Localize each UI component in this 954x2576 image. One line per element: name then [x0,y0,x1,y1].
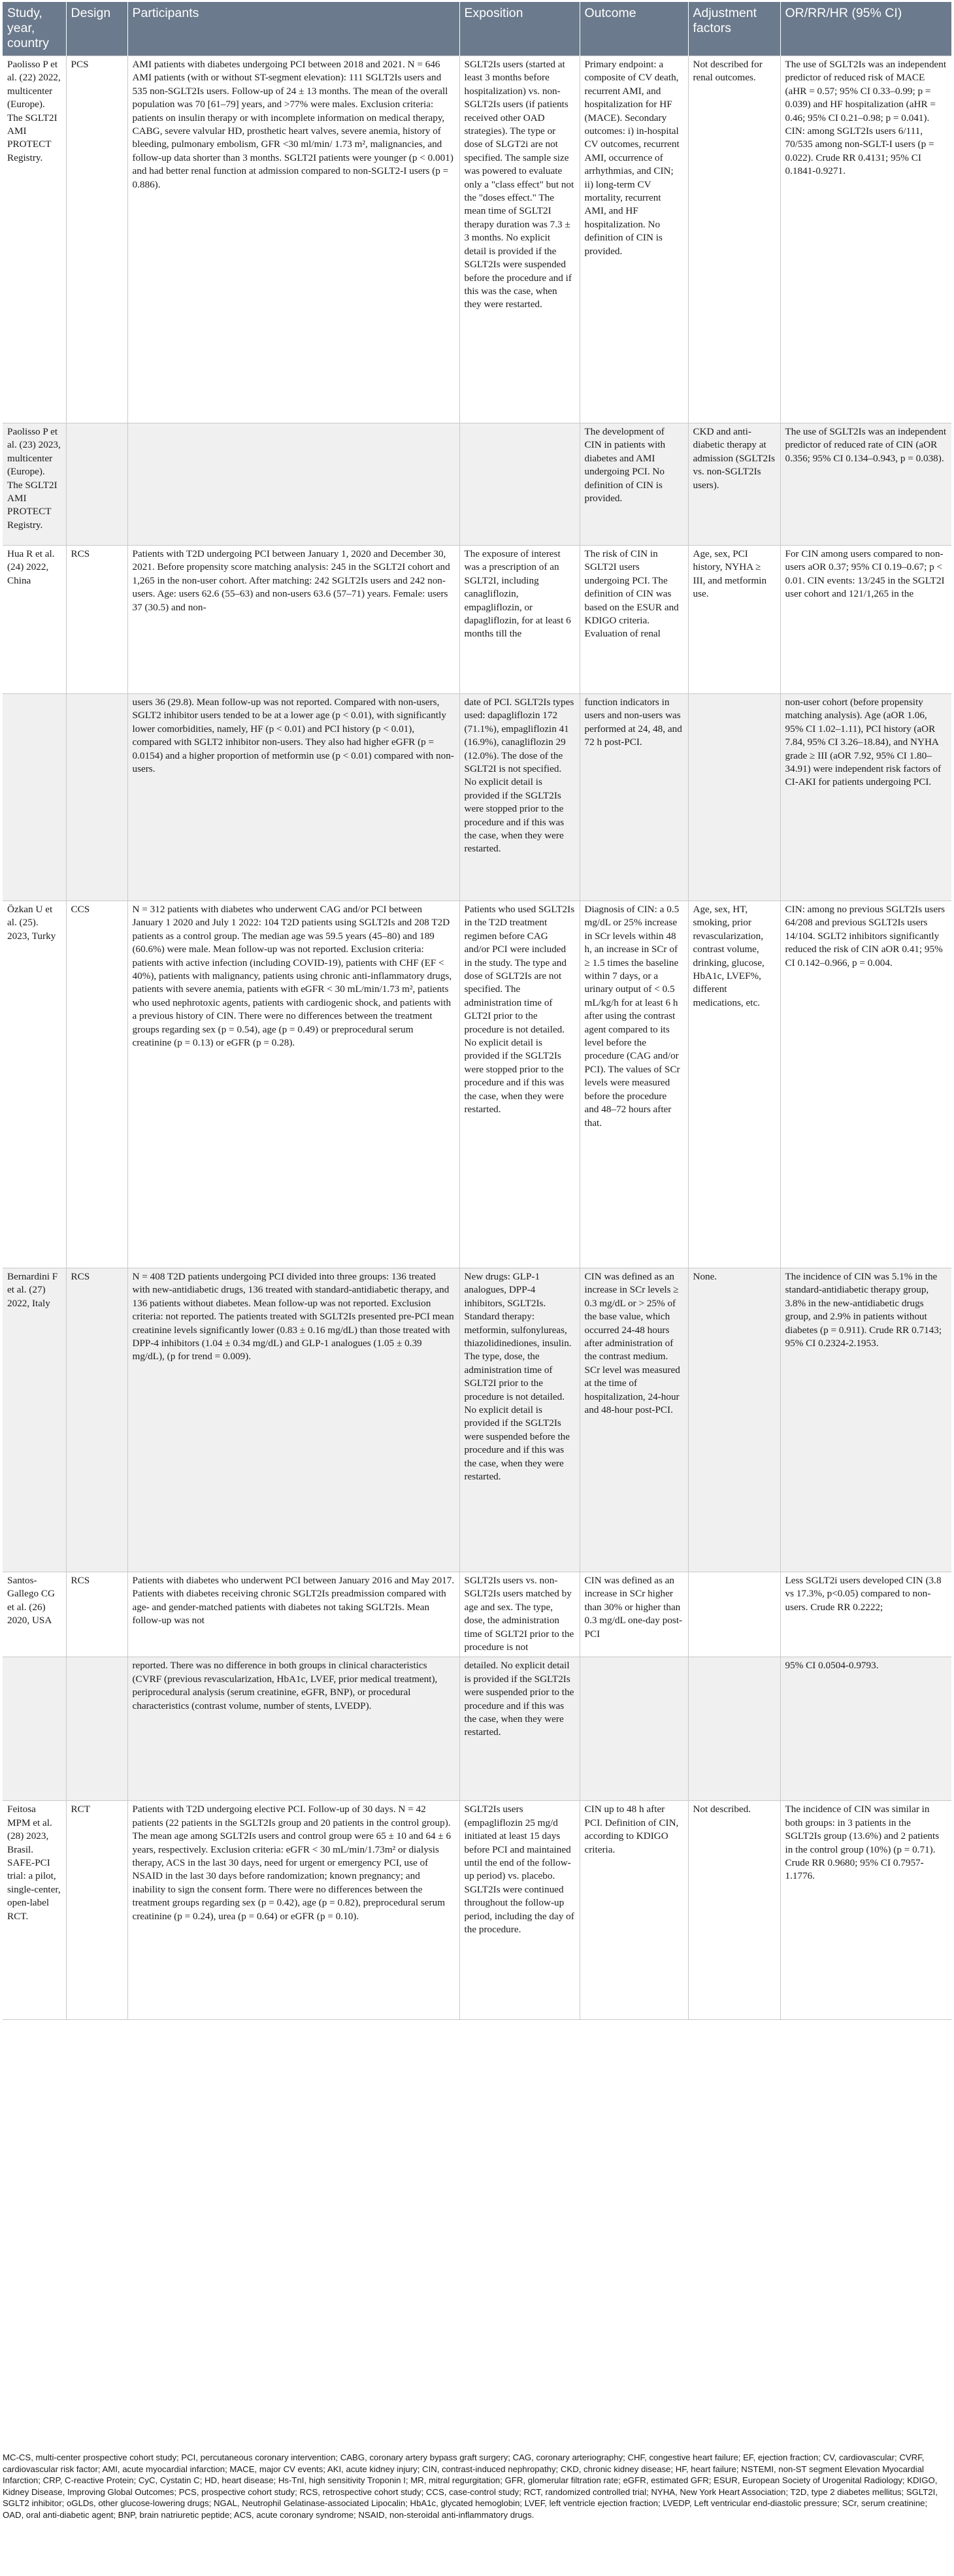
cell-design [66,694,127,901]
cell-outcome: CIN up to 48 h after PCI. Definition of CIN, according to KDIGO criteria. [580,1801,688,2020]
cell-study: Özkan U et al. (25). 2023, Turky [3,901,66,1268]
table-row [3,1572,951,1657]
header-outcome: Outcome [580,2,688,56]
cell-study: Bernardini F et al. (27) 2022, Italy [3,1268,66,1572]
header-adjustment: Adjustment factors [688,2,780,56]
header-design: Design [66,2,127,56]
table-body [3,56,951,2020]
cell-design: CCS [66,901,127,1268]
cell-exposition: SGLT2Is users vs. non-SGLT2Is users matched by age and sex. The type, dose, the administration time of SGLT2I prior to the procedure is not [459,1572,580,1657]
cell-outcome [580,1657,688,1801]
cell-design: RCS [66,1268,127,1572]
table-row [3,1801,951,2020]
cell-participants: Patients with T2D undergoing PCI between January 1, 2020 and December 30, 2021. Before propensity score matching analysis: 245 in the SGLT2I cohort and 1,265 in the non-user cohort. After matching: 242 SGLT2Is users and 242 non-users. Age: users 62.6 (55–63) and non-users 63.6 (57–71) years. Female: users 37 (30.5) and non- [127,546,459,694]
cell-exposition: detailed. No explicit detail is provided if the SGLT2Is were suspended prior to the procedure and if this was the case, when they were restarted. [459,1657,580,1801]
cell-exposition: SGLT2Is users (started at least 3 months before hospitalization) vs. non-SGLT2Is users (if patients received other OAD strategies). The type or dose of SLGT2i are not specified. The sample size was powered to evaluate only a "class effect" but not the "doses effect." The mean time of SGLT2I therapy duration was 7.3 ± 3 months. No explicit detail is provided if the SGLT2Is were suspended before the procedure and if this was the case, when they were restarted. [459,56,580,423]
cell-participants: reported. There was no difference in both groups in clinical characteristics (CVRF (previous revascularization, HbA1c, LVEF, prior medical treatment), periprocedural analysis (serum creatinine, eGFR, BNP), or procedural characteristics (contrast volume, number of stents, LVEDP). [127,1657,459,1801]
cell-adjustment: CKD and anti-diabetic therapy at admission (SGLT2Is vs. non-SGLT2Is users). [688,423,780,546]
evidence-table-container [3,2,951,2020]
cell-effect-size: CIN: among no previous SGLT2Is users 64/208 and previous SGLT2Is users 14/104. SGLT2 inhibitors significantly reduced the risk of CIN aOR 0.41; 95% CI 0.142–0.966, p = 0.004. [780,901,951,1268]
table-row [3,1268,951,1572]
cell-participants: users 36 (29.8). Mean follow-up was not reported. Compared with non-users, SGLT2 inhibitor users tended to be at a lower age (p < 0.01), with significantly lower comorbidities, namely, HF (p < 0.01) and PCI history (p < 0.01), compared with SGLT2 inhibitor non-users. They also had higher eGFR (p = 0.0154) and a higher proportion of metformin use (p < 0.01) compared with non-users. [127,694,459,901]
cell-outcome: The risk of CIN in SGLT2I users undergoing PCI. The definition of CIN was based on the ESUR and KDIGO criteria. Evaluation of renal [580,546,688,694]
cell-design [66,423,127,546]
table-row [3,56,951,423]
cell-participants: AMI patients with diabetes undergoing PCI between 2018 and 2021. N = 646 AMI patients (with or without ST-segment elevation): 111 SGLT2Is users and 535 non-SGLT2Is users. Follow-up of 24 ± 13 months. The mean of the overall population was 70 [61–79] years, and >77% were males. Exclusion criteria: patients on insulin therapy or with incomplete information on medical therapy, CABG, severe valvular HD, prosthetic heart valves, severe anemia, history of bleeding, pulmonary embolism, GFR <30 ml/min/ 1.73 m², malignancies, and follow-up data shorter than 3 months. SGLT2I patients were younger (p < 0.001) and had better renal function at admission compared to non-SGLT2-I users (p = 0.886). [127,56,459,423]
table-row [3,694,951,901]
cell-exposition: Patients who used SGLT2Is in the T2D treatment regimen before CAG and/or PCI were included in the study. The type and dose of SGLT2Is are not specified. The administration time of GLT2I prior to the procedure is not detailed. No explicit detail is provided if the SGLT2Is were stopped prior to the procedure and if this was the case, when they were restarted. [459,901,580,1268]
cell-outcome: CIN was defined as an increase in SCr higher than 30% or higher than 0.3 mg/dL one-day post-PCI [580,1572,688,1657]
cell-exposition: date of PCI. SGLT2Is types used: dapagliflozin 172 (71.1%), empagliflozin 41 (16.9%), canagliflozin 29 (12.0%). The dose of the SGLT2I is not specified. No explicit detail is provided if the SGLT2Is were stopped prior to the procedure and if this was the case, when they were restarted. [459,694,580,901]
cell-design: PCS [66,56,127,423]
cell-participants: N = 312 patients with diabetes who underwent CAG and/or PCI between January 1 2020 and July 1 2022: 104 T2D patients using SGLT2Is and 208 T2D patients as a control group. The median age was 59.5 years (45–80) and 189 (60.6%) were male. Mean follow-up was not reported. Exclusion criteria: patients with active infection (including COVID-19), patients with CHF (EF < 40%), patients with malignancy, patients using chronic anti-inflammatory drugs, patients with severe anemia, patients with eGFR < 30 mL/min/1.73 m², patients who used nephrotoxic agents, patients with cardiogenic shock, and patients with a previous history of CIN. There were no differences between the treatment groups regarding sex (p = 0.54), age (p = 0.49) or preprocedural serum creatinine (p = 0.13) or eGFR (p = 0.28). [127,901,459,1268]
cell-participants: Patients with diabetes who underwent PCI between January 2016 and May 2017. Patients with diabetes receiving chronic SGLT2Is preadmission compared with age- and gender-matched patients with diabetes not taking SGLT2Is. Mean follow-up was not [127,1572,459,1657]
cell-exposition [459,423,580,546]
cell-effect-size: 95% CI 0.0504-0.9793. [780,1657,951,1801]
cell-effect-size: The use of SGLT2Is was an independent predictor of reduced rate of CIN (aOR 0.356; 95% CI 0.134–0.943, p = 0.038). [780,423,951,546]
cell-outcome: CIN was defined as an increase in SCr levels ≥ 0.3 mg/dL or > 25% of the base value, which occurred 24-48 hours after administration of the contrast medium. SCr level was measured at the time of hospitalization, 24-hour and 48-hour post-PCI. [580,1268,688,1572]
cell-effect-size: non-user cohort (before propensity matching analysis). Age (aOR 1.06, 95% CI 1.02–1.11), PCI history (aOR 7.84, 95% CI 3.26–18.84), and NYHA grade ≥ III (aOR 7.92, 95% CI 1.80–34.91) were independent risk factors of CI-AKI for patients undergoing PCI. [780,694,951,901]
cell-adjustment: Age, sex, PCI history, NYHA ≥ III, and metformin use. [688,546,780,694]
cell-design: RCS [66,1572,127,1657]
header-study: Study, year, country [3,2,66,56]
cell-outcome: The development of CIN in patients with diabetes and AMI undergoing PCI. No definition of CIN is provided. [580,423,688,546]
table-row [3,423,951,546]
cell-effect-size: The incidence of CIN was similar in both groups: in 3 patients in the SGLT2Is group (13.6%) and 2 patients in the control group (10%) (p = 0.71). Crude RR 0.9680; 95% CI 0.7957-1.1776. [780,1801,951,2020]
cell-outcome: Diagnosis of CIN: a 0.5 mg/dL or 25% increase in SCr levels within 48 h, an increase in SCr of ≥ 1.5 times the baseline within 7 days, or a urinary output of < 0.5 mL/kg/h for at least 6 h after using the contrast agent compared to its level before the procedure (CAG and/or PCI). The values of SCr levels were measured before the procedure and 48–72 hours after that. [580,901,688,1268]
table-row [3,1657,951,1801]
header-exposition: Exposition [459,2,580,56]
cell-exposition: SGLT2Is users (empagliflozin 25 mg/d initiated at least 15 days before PCI and maintained until the end of the follow-up period) vs. placebo. SGLT2Is were continued throughout the follow-up period, including the day of the procedure. [459,1801,580,2020]
cell-outcome: function indicators in users and non-users was performed at 24, 48, and 72 h post-PCI. [580,694,688,901]
evidence-table [3,2,951,2020]
cell-effect-size: Less SGLT2i users developed CIN (3.8 vs 17.3%, p<0.05) compared to non-users. Crude RR 0.2222; [780,1572,951,1657]
cell-adjustment [688,694,780,901]
cell-study: Paolisso P et al. (22) 2022, multicenter (Europe). The SGLT2I AMI PROTECT Registry. [3,56,66,423]
cell-design: RCT [66,1801,127,2020]
cell-participants [127,423,459,546]
cell-exposition: The exposure of interest was a prescription of an SGLT2I, including canagliflozin, empagliflozin, or dapagliflozin, for at least 6 months till the [459,546,580,694]
cell-adjustment [688,1657,780,1801]
cell-outcome: Primary endpoint: a composite of CV death, recurrent AMI, and hospitalization for HF (MACE). Secondary outcomes: i) in-hospital CV outcomes, recurrent AMI, occurrence of arrhythmias, and CIN; ii) long-term CV mortality, recurrent AMI, and HF hospitalization. No definition of CIN is provided. [580,56,688,423]
cell-adjustment [688,1572,780,1657]
cell-adjustment: Age, sex, HT, smoking, prior revascularization, contrast volume, drinking, glucose, HbA1c, LVEF%, different medications, etc. [688,901,780,1268]
cell-adjustment: None. [688,1268,780,1572]
table-footnote: MC-CS, multi-center prospective cohort study; PCI, percutaneous coronary intervention; CABG, coronary artery bypass graft surgery; CAG, coronary arteriography; CHF, congestive heart failure; EF, ejection fraction; CV, cardiovascular; CVRF, cardiovascular risk factor; AMI, acute myocardial infarction; MACE, major CV events; AKI, acute kidney injury; CIN, contrast-induced nephropathy; CKD, chronic kidney disease; HF, heart failure; NSTEMI, non-ST segment Elevation Myocardial Infarction; CRP, C-reactive Protein; CyC, Cystatin C; HD, heart disease; Hs-TnI, high sensitivity Troponin I; MR, mitral regurgitation; GFR, glomerular filtration rate; eGFR, estimated GFR; ESUR, European Society of Urogenital Radiology; KDIGO, Kidney Disease, Improving Global Outcomes; PCS, prospective cohort study; RCS, retrospective cohort study; CCS, case-control study; RCT, randomized controlled trial; NYHA, New York Heart Association; T2D, type 2 diabetes mellitus; SGLT2I, SGLT2 inhibitor; oGLDs, other glucose-lowering drugs; NGAL, Neutrophil Gelatinase-associated Lipocalin; HbA1c, glycated hemoglobin; LVEF, left ventricle ejection fraction; LVEDP, Left ventricular end-diastolic pressure; SCr, serum creatinine; OAD, oral anti-diabetic agent; BNP, brain natriuretic peptide; ACS, acute coronary syndrome; NSAID, non-steroidal anti-inflammatory drugs. [3,2452,938,2520]
cell-effect-size: The use of SGLT2Is was an independent predictor of reduced risk of MACE (aHR = 0.57; 95% CI 0.33–0.99; p = 0.039) and HF hospitalization (aHR = 0.46; 95% CI 0.21–0.98; p = 0.041). CIN: among SGLT2Is users 6/111, 70/535 among non-SGLT-I users (p = 0.022). Crude RR 0.4131; 95% CI 0.1841-0.9271. [780,56,951,423]
table-header [3,2,951,56]
header-effect-size: OR/RR/HR (95% CI) [780,2,951,56]
cell-effect-size: For CIN among users compared to non-users aOR 0.37; 95% CI 0.19–0.67; p < 0.01. CIN events: 13/245 in the SGLT2I user cohort and 121/1,265 in the [780,546,951,694]
table-row [3,546,951,694]
cell-adjustment: Not described for renal outcomes. [688,56,780,423]
cell-exposition: New drugs: GLP-1 analogues, DPP-4 inhibitors, SGLT2Is. Standard therapy: metformin, sulfonylureas, thiazolidinediones, insulin. The type, dose, the administration time of SGLT2I prior to the procedure is not detailed. No explicit detail is provided if the SGLT2Is were suspended before the procedure and if this was the case, when they were restarted. [459,1268,580,1572]
cell-study [3,694,66,901]
cell-adjustment: Not described. [688,1801,780,2020]
cell-study: Feitosa MPM et al. (28) 2023, Brasil. SAFE-PCI trial: a pilot, single-center, open-label RCT. [3,1801,66,2020]
cell-design [66,1657,127,1801]
table-row [3,901,951,1268]
cell-participants: Patients with T2D undergoing elective PCI. Follow-up of 30 days. N = 42 patients (22 patients in the SGLT2Is group and 20 patients in the control group). The mean age among SGLT2Is users and control group were 65 ± 10 and 64 ± 6 years, respectively. Exclusion criteria: eGFR < 30 mL/min/1.73m² or dialysis therapy, ACS in the last 30 days, need for urgent or emergency PCI, use of NSAID in the last 30 days before randomization; known pregnancy; and inability to sign the consent form. There were no differences between the treatment groups regarding sex (p = 0.42), age (p = 0.82), preprocedural serum creatinine (p = 0.24), urea (p = 0.64) or eGFR (p = 0.10). [127,1801,459,2020]
cell-study: Santos-Gallego CG et al. (26) 2020, USA [3,1572,66,1657]
cell-study: Paolisso P et al. (23) 2023, multicenter (Europe). The SGLT2I AMI PROTECT Registry. [3,423,66,546]
cell-study [3,1657,66,1801]
cell-study: Hua R et al. (24) 2022, China [3,546,66,694]
cell-participants: N = 408 T2D patients undergoing PCI divided into three groups: 136 treated with new-antidiabetic drugs, 136 treated with standard-antidiabetic therapy, and 136 patients without diabetes. Mean follow-up was not reported. Exclusion criteria: not reported. The patients treated with SGLT2Is presented pre-PCI mean creatinine levels significantly lower (0.83 ± 0.16 mg/dL) than those treated with DPP-4 inhibitors (1.04 ± 0.34 mg/dL) and GLP-1 analogues (1.05 ± 0.39 mg/dL), (p for trend = 0.009). [127,1268,459,1572]
header-row [3,2,951,56]
header-participants: Participants [127,2,459,56]
cell-effect-size: The incidence of CIN was 5.1% in the standard-antidiabetic therapy group, 3.8% in the new-antidiabetic drugs group, and 2.9% in patients without diabetes (p = 0.911). Crude RR 0.7143; 95% CI 0.2324-2.1953. [780,1268,951,1572]
cell-design: RCS [66,546,127,694]
